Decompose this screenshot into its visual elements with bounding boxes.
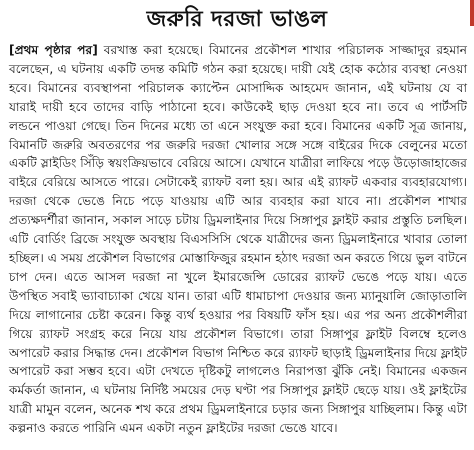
headline: জরুরি দরজা ভাঙল [146, 7, 328, 32]
continuation-label: [প্রথম পৃষ্ঠার পর] [9, 43, 98, 57]
article-body [9, 41, 467, 438]
article-body-text: বরখাস্ত করা হয়েছে। বিমানের প্রকৌশল শাখার পরিচালক সাজ্জাদুর রহমান বলেছেন, এ ঘটনায় একটি তদন্ত কমিটি গঠন করা হয়েছে। দায়ী যেই হোক কঠোর ব্যবস্থা নেওয়া হবে। বিমানের ব্যবস্থাপনা পরিচালক ক্যাপ্টেন মোসাদ্দিক আহমেদ জানান, এই ঘটনায় যে বা যারাই দায়ী হবে তাদের বাড়ি পাঠানো হবে। কাউকেই ছাড় দেওয়া হবে না। তবে এ পার্টসটি লন্ডনে পাওয়া গেছে। তিন দিনের মধ্যে তা এনে সংযুক্ত করা হবে। বিমানের একটি সূত্র জানায়, বিমানটি জরুরি অবতরণের পর জরুরি দরজা খোলার সঙ্গে সঙ্গে বাইরের দিকে বেলুনের মতো একটি স্লাইডিং সিঁড়ি স্বয়ংক্রিয়ভাবে বেরিয়ে আসে। যেখানে যাত্রীরা লাফিয়ে পড়ে উড়োজাহাজের বাইরে বেরিয়ে আসতে পারে। সেটাকেই র‍্যাফট বলা হয়। আর এই র‍্যাফট একবার ব্যবহারযোগ্য। দরজা থেকে ভেঙে নিচে পড়ে যাওয়ায় এটি আর ব্যবহার করা যাবে না। প্রকৌশল শাখার প্রত্যক্ষদর্শীরা জানান, সকাল সাড়ে চটায় ড্রিমলাইনার দিয়ে সিঙ্গাপুর ফ্লাইট করার প্রস্তুতি চলছিল। এটি বোর্ডিং ব্রিজে সংযুক্ত অবস্থায় বিএসসিসি থেকে যাত্রীদের জন্য ড্রিমলাইনারে খাবার তোলা হচ্ছিল। এ সময় প্রকৌশল বিভাগের মোস্তাফিজুর রহমান হঠাৎ দরজা অন করতে গিয়ে ভুল বাটনে চাপ দেন। এতে আসল দরজা না খুলে ইমারজেন্সি ডোরের র‍্যাফট ভেঙে পড়ে যায়। এতে উপস্থিত সবাই ভ্যাবাচ্যাকা খেয়ে যান। তারা এটি ধামাচাপা দেওয়ার জন্য ম্যানুয়ালি জোড়াতালি দিয়ে লাগানোর চেষ্টা করেন। কিন্তু ব্যর্থ হওয়ার পর বিষয়টি ফাঁস হয়। এর পর অন্য প্রকৌশলীরা গিয়ে র‍্যাফট সংগ্রহ করে নিয়ে যায় প্রকৌশল বিভাগে। তারা সিঙ্গাপুর ফ্লাইট বিলম্বে হলেও অপারেট করার সিদ্ধান্ত দেন। প্রকৌশল বিভাগ নিশ্চিত করে র‍্যাফট ছাড়াই ড্রিমলাইনার দিয়ে ফ্লাইট অপারেট করা সম্ভব হবে। এটা দেখতে দৃষ্টিকটু লাগলেও নিরাপত্তা ঝুঁকি নেই। বিমানের একজন কর্মকর্তা জানান, এ ঘটনায় নির্দিষ্ট সময়ের দেড় ঘণ্টা পর সিঙ্গাপুর ফ্লাইট ছেড়ে যায়। ওই ফ্লাইটের যাত্রী মামুন বলেন, অনেক শখ করে প্রথম ড্রিমলাইনারে চড়ার জন্য সিঙ্গাপুর যাচ্ছিলাম। কিন্তু এটা কল্পনাও করতে পারিনি এমন একটা নতুন ফ্লাইটের দরজা ভেঙে যাবে। [9, 43, 468, 436]
